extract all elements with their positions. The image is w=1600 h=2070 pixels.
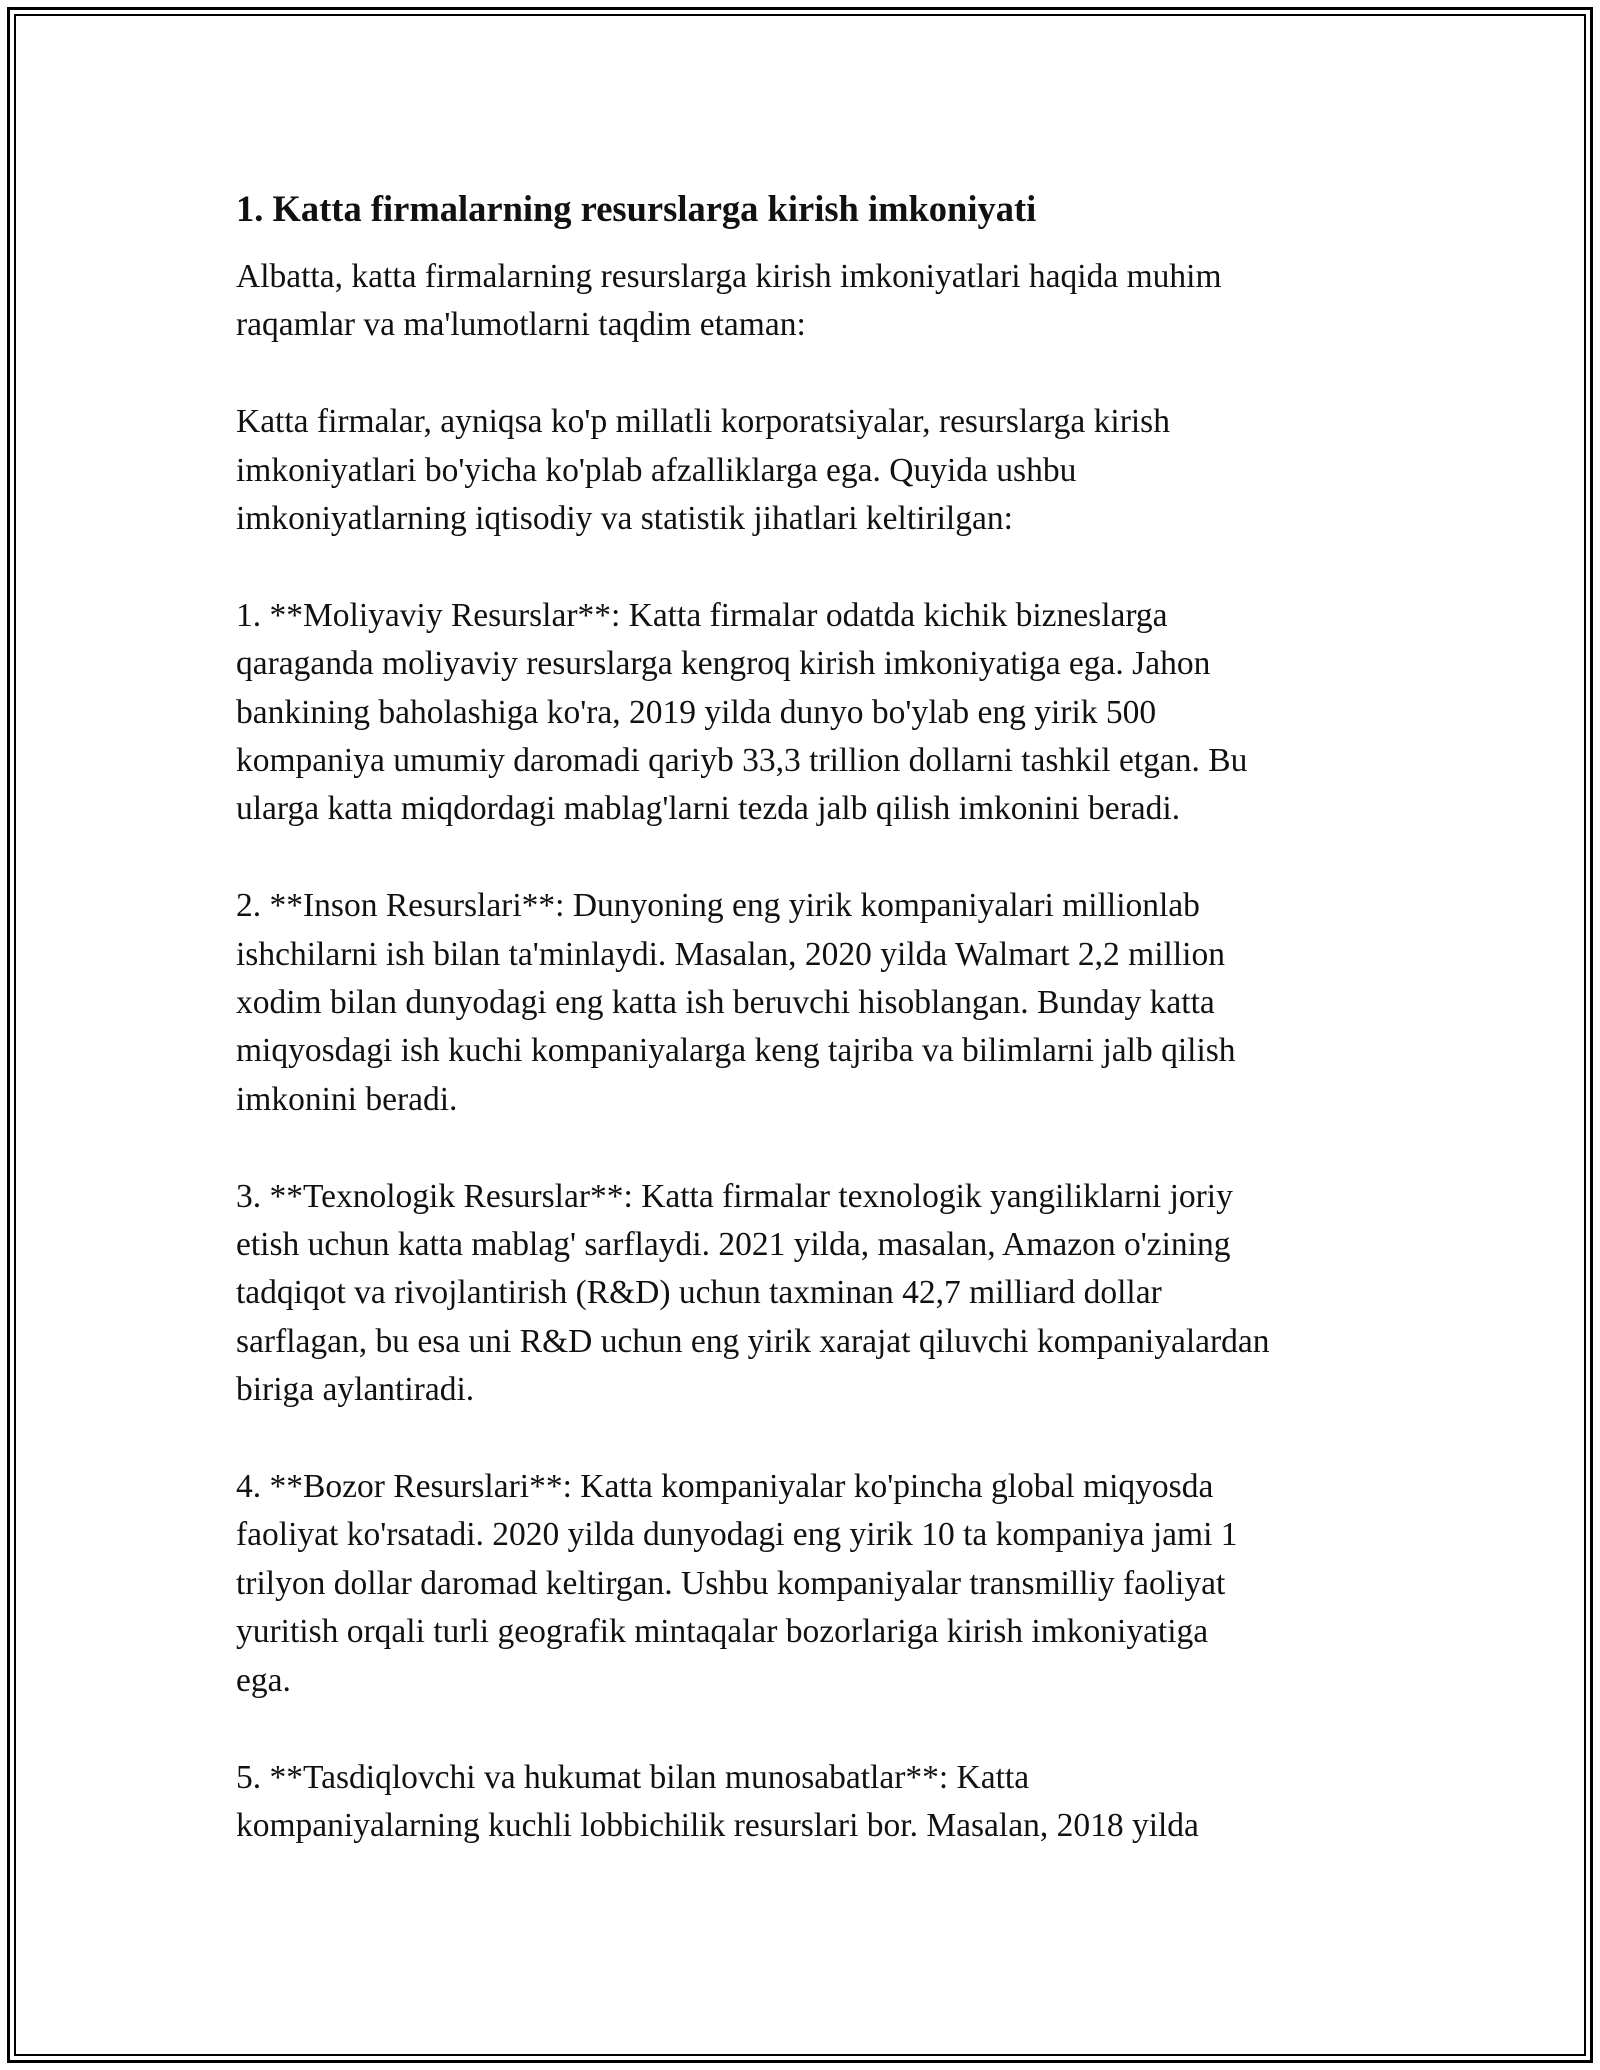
text-line: tadqiqot va rivojlantirish (R&D) uchun taxminan 42,7 milliard dollar	[236, 1274, 1162, 1312]
text-line: miqyosdagi ish kuchi kompaniyalarga keng tajriba va bilimlarni jalb qilish	[236, 1032, 1236, 1070]
text-line: imkoniyatlarning iqtisodiy va statistik jihatlari keltirilgan:	[236, 500, 1013, 538]
text-line: kompaniya umumiy daromadi qariyb 33,3 trillion dollarni tashkil etgan. Bu	[236, 742, 1248, 780]
text-line: trilyon dollar daromad keltirgan. Ushbu kompaniyalar transmilliy faoliyat	[236, 1564, 1226, 1602]
text-line: Katta firmalar, ayniqsa ko'p millatli korporatsiyalar, resurslarga kirish	[236, 403, 1170, 441]
paragraph	[236, 253, 1386, 350]
text-line: etish uchun katta mablag' sarflaydi. 2021 yilda, masalan, Amazon o'zining	[236, 1226, 1231, 1264]
paragraph	[236, 398, 1386, 543]
paragraph	[236, 592, 1386, 834]
paragraph	[236, 1173, 1386, 1415]
paragraph-list	[236, 253, 1386, 1850]
text-line: bankining baholashiga ko'ra, 2019 yilda dunyo bo'ylab eng yirik 500	[236, 693, 1157, 731]
text-line: sarflagan, bu esa uni R&D uchun eng yirik xarajat qiluvchi kompaniyalardan	[236, 1322, 1270, 1360]
text-line: ega.	[236, 1661, 291, 1699]
paragraph	[236, 1463, 1386, 1705]
text-line: 1. **Moliyaviy Resurslar**: Katta firmalar odatda kichik bizneslarga	[236, 596, 1168, 634]
document-title: 1. Katta firmalarning resurslarga kirish imkoniyati	[236, 188, 1037, 229]
text-line: imkonini beradi.	[236, 1080, 458, 1118]
text-line: 4. **Bozor Resurslari**: Katta kompaniyalar ko'pincha global miqyosda	[236, 1468, 1214, 1506]
text-line: 3. **Texnologik Resurslar**: Katta firmalar texnologik yangiliklarni joriy	[236, 1177, 1233, 1215]
document-body	[236, 185, 1386, 1899]
text-line: ularga katta miqdordagi mablag'larni tezda jalb qilish imkonini beradi.	[236, 790, 1181, 828]
text-line: xodim bilan dunyodagi eng katta ish beruvchi hisoblangan. Bunday katta	[236, 984, 1215, 1022]
paragraph	[236, 1754, 1386, 1851]
text-line: ishchilarni ish bilan ta'minlaydi. Masalan, 2020 yilda Walmart 2,2 million	[236, 935, 1225, 973]
text-line: kompaniyalarning kuchli lobbichilik resurslari bor. Masalan, 2018 yilda	[236, 1806, 1199, 1844]
paragraph	[236, 882, 1386, 1124]
text-line: biriga aylantiradi.	[236, 1371, 475, 1409]
text-line: 5. **Tasdiqlovchi va hukumat bilan munosabatlar**: Katta	[236, 1758, 1030, 1796]
text-line: 2. **Inson Resurslari**: Dunyoning eng yirik kompaniyalari millionlab	[236, 887, 1200, 925]
text-line: yuritish orqali turli geografik mintaqalar bozorlariga kirish imkoniyatiga	[236, 1613, 1209, 1651]
text-line: qaraganda moliyaviy resurslarga kengroq kirish imkoniyatiga ega. Jahon	[236, 645, 1211, 683]
text-line: imkoniyatlari bo'yicha ko'plab afzalliklarga ega. Quyida ushbu	[236, 451, 1077, 489]
text-line: raqamlar va ma'lumotlarni taqdim etaman:	[236, 306, 806, 344]
text-line: Albatta, katta firmalarning resurslarga kirish imkoniyatlari haqida muhim	[236, 258, 1222, 295]
text-line: faoliyat ko'rsatadi. 2020 yilda dunyodagi eng yirik 10 ta kompaniya jami 1	[236, 1516, 1238, 1554]
